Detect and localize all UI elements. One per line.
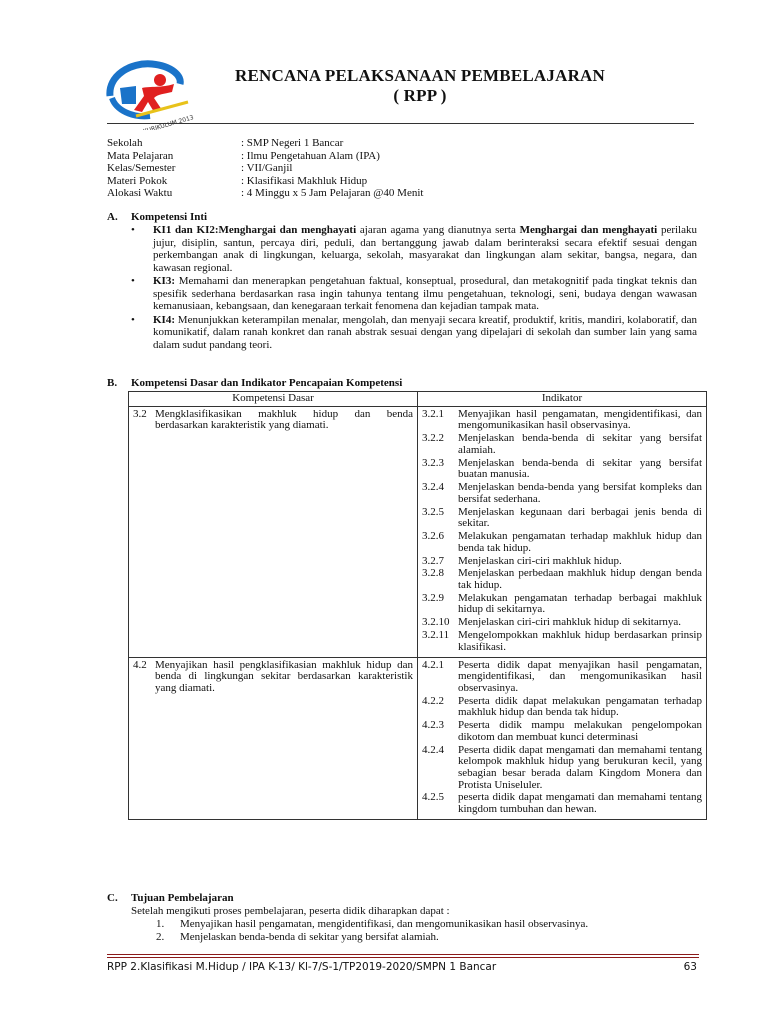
- list-item: [131, 224, 697, 274]
- indicator-text: Menjelaskan benda-benda di sekitar yang bersifat alamiah.: [458, 432, 702, 456]
- ki-text: Menunjukkan keterampilan menalar, mengolah, dan menyaji secara kreatif, produktif, kritis, mandiri, kolaboratif, dan komunikatif, dalam ranah konkret dan ranah abstrak sesuai dengan yang dipelajari di sekolah dan sumber lain yang sama dalam sudut pandang teori.: [153, 313, 697, 351]
- indicator-text: Menjelaskan ciri-ciri mahkluk hidup di sekitarnya.: [458, 616, 681, 629]
- indicator-number: 3.2.6: [422, 530, 444, 543]
- info-row: [107, 175, 423, 188]
- goal-text: Menyajikan hasil pengamatan, mengidentifikasi, dan mengomunikasikan hasil observasinya.: [180, 918, 589, 930]
- ki-text: ajaran agama yang dianutnya serta: [356, 224, 520, 236]
- table-row: [129, 657, 707, 819]
- info-row: [107, 187, 423, 200]
- indicator-item: [422, 696, 702, 719]
- list-item: [156, 931, 588, 944]
- ki-text: Memahami dan menerapkan pengetahuan faktual, konseptual, prosedural, dan metakognitif pada tingkat teknis dan spesifik sederhana berdasarkan rasa ingin tahunya tentang ilmu pengetahuan, teknologi, seni, budaya dengan wawasan kemanusiaan, kebangsaan, dan kenegaraan terkait fenomena dan kejadian tampak mata.: [153, 275, 697, 312]
- indicator-item: [422, 531, 702, 554]
- indicator-item: [422, 409, 702, 432]
- indicator-text: Peserta didik dapat mengamati dan memahami tentang kelompok makhluk hidup yang berukuran kecil, yang sebagian besar berada dalam Kingdom Monera dan Protista Uniseluler.: [458, 743, 702, 791]
- list-item: [131, 314, 697, 352]
- indicator-text: Peserta didik dapat melakukan pengamatan terhadap makhluk hidup dan benda tak hidup.: [458, 694, 702, 719]
- info-label: Sekolah: [107, 137, 143, 149]
- indicator-number: 4.2.4: [422, 743, 444, 756]
- section-title: Kompetensi Dasar dan Indikator Pencapaian Kompetensi: [131, 377, 403, 389]
- kd-text: Menyajikan hasil pengklasifikasian makhluk hidup dan benda di lingkungan sekitar berdasarkan karakteristik yang diamati.: [155, 658, 413, 694]
- indicator-text: Menjelaskan perbedaan makhluk hidup dengan benda tak hidup.: [458, 567, 702, 591]
- indicator-item: [422, 660, 702, 695]
- indicator-text: Melakukan pengamatan terhadap berbagai makhluk hidup di sekitarnya.: [458, 591, 702, 616]
- ki-label: KI4:: [153, 313, 175, 326]
- indicator-number: 4.2.5: [422, 791, 444, 804]
- column-header: Indikator: [418, 392, 707, 407]
- indicator-item: [422, 433, 702, 456]
- title-line-1: RENCANA PELAKSANAAN PEMBELAJARAN: [234, 66, 606, 85]
- ki-label: KI3:: [153, 275, 175, 287]
- indicator-number: 3.2.8: [422, 567, 444, 580]
- table-header-row: [129, 392, 707, 407]
- section-b-heading: [107, 377, 402, 390]
- logo-text: KURIKULUM 2013: [142, 114, 195, 130]
- indicator-text: Menyajikan hasil pengamatan, mengidentifikasi, dan mengomunikasikan hasil observasinya.: [458, 407, 702, 432]
- section-c-intro: Setelah mengikuti proses pembelajaran, peserta didik diharapkan dapat :: [131, 905, 450, 917]
- ki-label: KI1 dan KI2:Menghargai dan menghayati: [153, 224, 357, 236]
- section-c-heading: [107, 892, 234, 905]
- info-value: : VII/Ganjil: [241, 162, 293, 174]
- info-value: : SMP Negeri 1 Bancar: [241, 137, 344, 149]
- info-value: : Klasifikasi Makhluk Hidup: [241, 174, 368, 187]
- indicator-number: 3.2.3: [422, 456, 444, 469]
- info-label: Materi Pokok: [107, 174, 168, 187]
- footer-divider: [107, 954, 699, 955]
- table-row: [129, 406, 707, 657]
- kurikulum-2013-logo: [102, 58, 198, 130]
- kd-indikator-table: [128, 391, 707, 820]
- kompetensi-inti-list: [131, 224, 697, 352]
- indicator-number: 3.2.1: [422, 407, 444, 420]
- indicator-text: Mengelompokkan makhluk hidup berdasarkan prinsip klasifikasi.: [458, 629, 702, 653]
- indicator-item: [422, 482, 702, 505]
- indicator-text: Menjelaskan benda-benda di sekitar yang bersifat buatan manusia.: [458, 456, 702, 481]
- page-footer: [107, 961, 697, 973]
- indicator-number: 4.2.3: [422, 719, 444, 732]
- bullet-icon: •: [131, 224, 135, 236]
- info-value: : 4 Minggu x 5 Jam Pelajaran @40 Menit: [241, 187, 424, 199]
- identity-info: [107, 137, 423, 200]
- goal-text: Menjelaskan benda-benda di sekitar yang bersifat alamiah.: [180, 930, 439, 943]
- indicator-text: Menjelaskan benda-benda yang bersifat kompleks dan bersifat sederhana.: [458, 481, 702, 505]
- section-letter: B.: [107, 377, 118, 389]
- indicator-number: 3.2.7: [422, 554, 444, 567]
- indicator-item: [422, 593, 702, 616]
- info-row: [107, 162, 423, 175]
- goal-number: 2.: [156, 930, 165, 943]
- list-item: [131, 275, 697, 313]
- indicator-item: [422, 630, 702, 653]
- list-item: [156, 918, 588, 931]
- page-number: 63: [683, 961, 697, 973]
- goal-list: [156, 918, 588, 943]
- indicator-number: 3.2.5: [422, 505, 444, 518]
- indicator-number: 3.2.9: [422, 591, 444, 604]
- indicator-text: Peserta didik dapat menyajikan hasil pengamatan, mengidentifikasi, dan mengomunikasikan hasil observasinya.: [458, 658, 702, 694]
- column-header: Kompetensi Dasar: [129, 392, 418, 407]
- section-title: Tujuan Pembelajaran: [131, 892, 234, 904]
- indicator-item: [422, 556, 702, 568]
- info-label: Mata Pelajaran: [107, 149, 174, 162]
- indicator-number: 3.2.4: [422, 481, 444, 494]
- info-row: [107, 150, 423, 163]
- indicator-item: [422, 568, 702, 591]
- kd-number: 3.2: [133, 407, 147, 420]
- indicator-number: 4.2.1: [422, 658, 444, 671]
- indicator-item: [422, 720, 702, 743]
- section-a-heading: [107, 211, 207, 224]
- goal-number: 1.: [156, 918, 165, 930]
- footer-text: RPP 2.Klasifikasi M.Hidup / IPA K-13/ Kl-7/S-1/TP2019-2020/SMPN 1 Bancar: [107, 961, 497, 973]
- section-letter: C.: [107, 892, 118, 904]
- indicator-item: [422, 617, 702, 629]
- ki-emphasis: Menghargai dan menghayati: [519, 224, 658, 236]
- indicator-number: 3.2.2: [422, 432, 444, 445]
- indicator-item: [422, 507, 702, 530]
- document-title: [210, 66, 630, 106]
- indicator-item: [422, 792, 702, 815]
- info-value: : Ilmu Pengetahuan Alam (IPA): [241, 149, 380, 162]
- header-divider: [107, 123, 694, 124]
- kd-text: Mengklasifikasikan makhluk hidup dan benda berdasarkan karakteristik yang diamati.: [155, 407, 413, 432]
- kd-cell: [129, 406, 418, 657]
- indicator-item: [422, 458, 702, 481]
- ki-text: perilaku jujur, disiplin, santun, percaya diri, peduli, dan bertanggung jawab dalam berinteraksi secara efektif sesuai dengan perkembangan anak di lingkungan, keluarga, sekolah, masyarakat dan lingkungan alam sekitar, bangsa, negara, dan kawasan regional.: [153, 224, 697, 274]
- section-title: Kompetensi Inti: [131, 211, 208, 223]
- kd-number: 4.2: [133, 658, 147, 671]
- indicator-item: [422, 745, 702, 791]
- indicator-number: 4.2.2: [422, 694, 444, 707]
- indicator-cell: [418, 657, 707, 819]
- indicator-cell: [418, 406, 707, 657]
- indicator-number: 3.2.11: [422, 629, 450, 642]
- title-line-2: ( RPP ): [393, 86, 447, 105]
- section-letter: A.: [107, 211, 118, 223]
- indicator-text: peserta didik dapat mengamati dan memahami tentang kingdom tumbuhan dan hewan.: [458, 791, 702, 816]
- info-label: Alokasi Waktu: [107, 187, 173, 199]
- bullet-icon: •: [131, 275, 135, 287]
- indicator-text: Menjelaskan kegunaan dari berbagai jenis benda di sekitar.: [458, 505, 702, 530]
- indicator-text: Melakukan pengamatan terhadap makhluk hidup dan benda tak hidup.: [458, 530, 702, 554]
- bullet-icon: •: [131, 313, 135, 326]
- indicator-number: 3.2.10: [422, 616, 450, 629]
- info-row: [107, 137, 423, 150]
- footer-divider-thin: [107, 957, 699, 958]
- indicator-text: Peserta didik mampu melakukan pengelompokan dikotom dan membuat kunci determinasi: [458, 719, 702, 743]
- info-label: Kelas/Semester: [107, 162, 176, 174]
- kd-cell: [129, 657, 418, 819]
- indicator-text: Menjelaskan ciri-ciri makhluk hidup.: [458, 554, 622, 567]
